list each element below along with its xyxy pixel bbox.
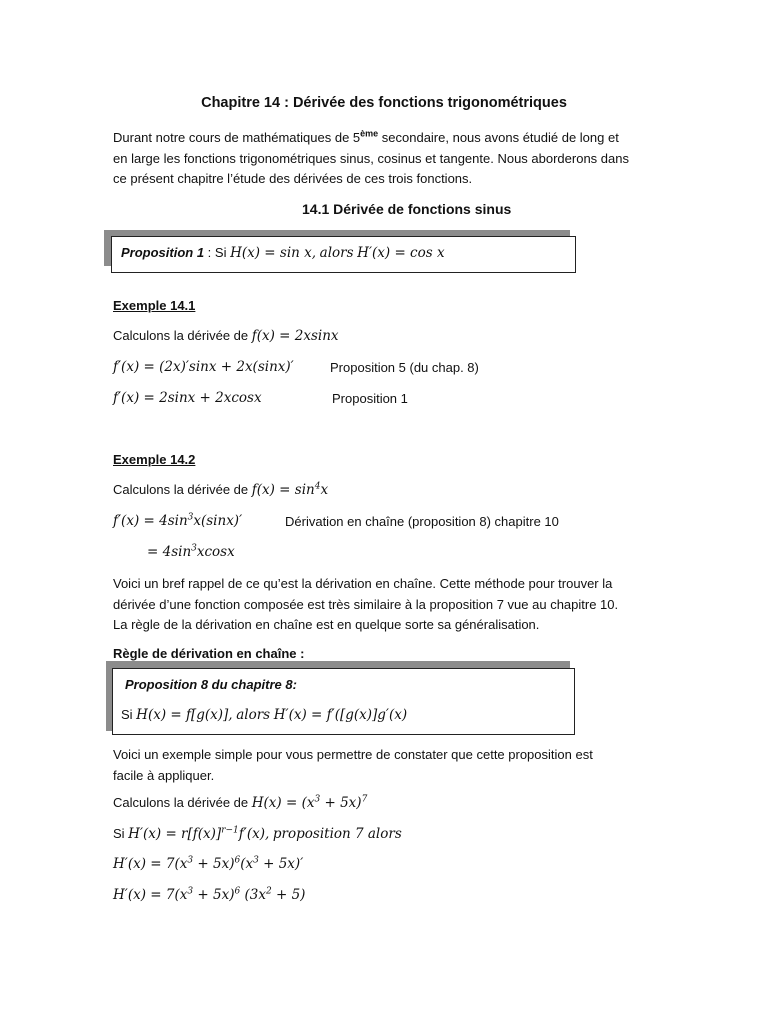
- proposition-1-si: : Si: [204, 245, 231, 260]
- proposition-8-box: [112, 668, 575, 735]
- simple-example-line-2: facile à appliquer.: [113, 767, 215, 783]
- example-3-si-line: Si $H'(x) = r[f(x)]^{r-1}f'(x)$, proposition 7 alors: [113, 825, 402, 842]
- section-heading: 14.1 Dérivée de fonctions sinus: [302, 201, 512, 217]
- simple-example-line-1: Voici un exemple simple pour vous permettre de constater que cette proposition est: [113, 747, 593, 762]
- intro-line-1: Durant notre cours de mathématiques de 5ème secondaire, nous avons étudié de long et: [113, 128, 619, 145]
- proposition-1-box: [111, 236, 576, 273]
- simple-example-paragraph: [113, 745, 593, 786]
- rappel-line-2: dérivée d’une fonction composée est très similaire à la proposition 7 vue au chapitre 10.: [113, 596, 619, 612]
- proposition-1-formula-b: H′(x) = cos x: [357, 245, 445, 261]
- example-14-1-step1: f′(x) = (2x)′sinx + 2x(sinx)′: [113, 359, 294, 375]
- example-14-2-step1: $f'(x) = 4\sin^3x(\sin x)'$: [113, 512, 243, 529]
- example-14-2-title: Exemple 14.2: [113, 452, 196, 467]
- rappel-line-3: La règle de la dérivation en chaîne est en quelque sorte sa généralisation.: [113, 617, 540, 632]
- example-14-1-step1-note: Proposition 5 (du chap. 8): [330, 360, 479, 375]
- page-title: Chapitre 14 : Dérivée des fonctions trigonométriques: [201, 95, 567, 111]
- proposition-8-label: Proposition 8 du chapitre 8:: [125, 677, 297, 692]
- example-14-1-step2-note: Proposition 1: [332, 391, 408, 406]
- example-14-2-step2: = $4\sin^3xcosx$: [147, 543, 235, 560]
- intro-paragraph: [113, 128, 629, 190]
- proposition-1-alors: alors: [319, 245, 354, 261]
- example-14-2-step1-note: Dérivation en chaîne (proposition 8) chapitre 10: [285, 514, 559, 529]
- rappel-line-1: Voici un bref rappel de ce qu’est la dérivation en chaîne. Cette méthode pour trouver la: [113, 576, 613, 591]
- example-14-1-title: Exemple 14.1: [113, 298, 196, 313]
- example-3-step1: $H'(x) = 7(x^3 + 5x)^6(x^3 + 5x)'$: [113, 855, 304, 872]
- proposition-1-label: Proposition 1: [121, 245, 205, 260]
- intro-line-3: ce présent chapitre l’étude des dérivées de ces trois fonctions.: [113, 171, 473, 186]
- example-3-calc: Calculons la dérivée de $H(x) = (x^3 + 5x)^7$: [113, 794, 368, 811]
- example-14-2-calc: Calculons la dérivée de $f(x) = \sin^4x$: [113, 481, 329, 498]
- example-3-step2: $H'(x) = 7(x^3 + 5x)^6$ $(3x^2 + 5)$: [113, 886, 306, 903]
- chain-rule-paragraph: [113, 574, 618, 636]
- proposition-1-formula-a: H(x) = sin x,: [230, 245, 317, 261]
- example-14-1-calc: Calculons la dérivée de f(x) = 2xsinx: [113, 328, 339, 344]
- intro-line-2: en large les fonctions trigonométriques sinus, cosinus et tangente. Nous aborderons dans: [113, 150, 629, 166]
- proposition-8-formula: Si H(x) = f[g(x)], alors H′(x) = f′([g(x)]g′(x): [121, 707, 408, 723]
- chain-rule-heading: Règle de dérivation en chaîne :: [113, 646, 305, 661]
- example-14-1-step2: f′(x) = 2sinx + 2xcosx: [113, 390, 262, 406]
